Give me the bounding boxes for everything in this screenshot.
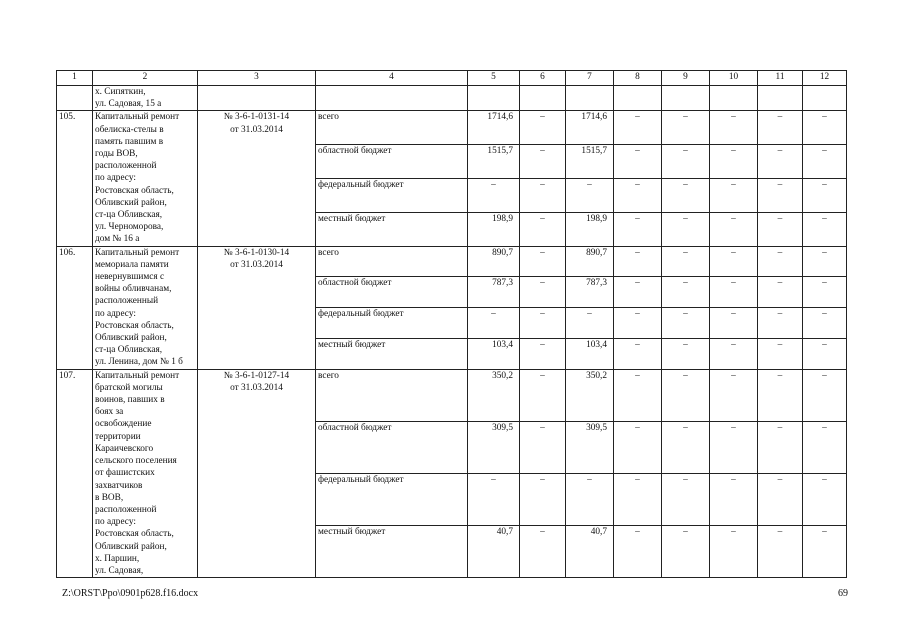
value-cell: – bbox=[803, 526, 847, 578]
value-cell: – bbox=[662, 369, 710, 421]
document-line: от 31.03.2014 bbox=[230, 259, 283, 270]
value-cell: – bbox=[468, 179, 520, 213]
value-cell: – bbox=[758, 526, 803, 578]
budget-label-cell: местный бюджет bbox=[316, 212, 468, 246]
value-cell: – bbox=[758, 111, 803, 145]
value-cell: 198,9 bbox=[566, 212, 614, 246]
value-cell: – bbox=[566, 179, 614, 213]
value-cell: – bbox=[803, 338, 847, 369]
value-cell: – bbox=[803, 308, 847, 339]
header-cell: 8 bbox=[614, 71, 662, 86]
value-cell: 350,2 bbox=[468, 369, 520, 421]
value-cell: – bbox=[614, 369, 662, 421]
object-name-line: обелиска-стелы в bbox=[95, 124, 164, 135]
object-name-line: Обливский район, bbox=[95, 197, 167, 208]
document-line: № 3-6-1-0130-14 bbox=[223, 247, 290, 258]
value-cell: 787,3 bbox=[468, 277, 520, 308]
value-cell bbox=[468, 86, 520, 111]
value-cell: – bbox=[614, 338, 662, 369]
row-number-cell bbox=[57, 86, 93, 111]
value-cell: 1515,7 bbox=[468, 145, 520, 179]
value-cell: – bbox=[468, 473, 520, 525]
row-number-cell: 106. bbox=[57, 246, 93, 369]
value-cell bbox=[758, 86, 803, 111]
header-cell: 11 bbox=[758, 71, 803, 86]
budget-label-cell: федеральный бюджет bbox=[316, 308, 468, 339]
object-name-line: х. Сипяткин, bbox=[95, 87, 146, 97]
value-cell: 103,4 bbox=[566, 338, 614, 369]
object-name-line: мемориала памяти bbox=[95, 259, 169, 270]
object-name-line: Капитальный ремонт bbox=[95, 112, 180, 123]
object-name-line: расположенной bbox=[95, 504, 157, 515]
value-cell: – bbox=[662, 338, 710, 369]
value-cell: – bbox=[566, 473, 614, 525]
value-cell: – bbox=[710, 473, 758, 525]
object-row bbox=[57, 111, 847, 145]
header-cell: 7 bbox=[566, 71, 614, 86]
value-cell: 1714,6 bbox=[468, 111, 520, 145]
header-cell: 2 bbox=[93, 71, 198, 86]
object-name-line: расположенный bbox=[95, 296, 159, 307]
value-cell: – bbox=[520, 212, 566, 246]
object-name-line: Обливский район, bbox=[95, 541, 167, 552]
value-cell: – bbox=[566, 308, 614, 339]
value-cell: – bbox=[520, 145, 566, 179]
value-cell: – bbox=[758, 421, 803, 473]
object-name-line: в ВОВ, bbox=[95, 492, 124, 503]
value-cell: – bbox=[758, 308, 803, 339]
value-cell: – bbox=[520, 111, 566, 145]
value-cell: 103,4 bbox=[468, 338, 520, 369]
value-cell: – bbox=[710, 369, 758, 421]
object-name-line: захватчиков bbox=[95, 480, 143, 491]
value-cell: 198,9 bbox=[468, 212, 520, 246]
continuation-row bbox=[57, 86, 847, 111]
object-name-line: Караичевского bbox=[95, 443, 154, 454]
value-cell: – bbox=[662, 308, 710, 339]
value-cell: – bbox=[468, 308, 520, 339]
value-cell: – bbox=[662, 179, 710, 213]
object-name-line: ул. Садовая, bbox=[95, 565, 144, 576]
header-cell: 6 bbox=[520, 71, 566, 86]
value-cell: – bbox=[758, 277, 803, 308]
value-cell: – bbox=[520, 308, 566, 339]
document-line: № 3-6-1-0131-14 bbox=[223, 112, 290, 123]
object-name-line: от фашистских bbox=[95, 468, 155, 479]
budget-label-cell: всего bbox=[316, 246, 468, 277]
row-number-cell: 105. bbox=[57, 111, 93, 246]
object-name-line: по адресу: bbox=[95, 308, 136, 319]
value-cell: 309,5 bbox=[566, 421, 614, 473]
value-cell: – bbox=[710, 277, 758, 308]
object-row bbox=[57, 369, 847, 421]
object-name-line: сельского поселения bbox=[95, 456, 177, 467]
value-cell: – bbox=[614, 212, 662, 246]
object-name-line: невернувшимся с bbox=[95, 272, 165, 283]
value-cell: – bbox=[803, 179, 847, 213]
value-cell: 890,7 bbox=[468, 246, 520, 277]
header-cell: 1 bbox=[57, 71, 93, 86]
value-cell bbox=[566, 86, 614, 111]
value-cell: 40,7 bbox=[468, 526, 520, 578]
value-cell bbox=[614, 86, 662, 111]
value-cell: – bbox=[662, 526, 710, 578]
object-name-line: Обливский район, bbox=[95, 333, 167, 344]
value-cell: – bbox=[758, 179, 803, 213]
value-cell: 350,2 bbox=[566, 369, 614, 421]
object-name-line: годы ВОВ, bbox=[95, 149, 138, 160]
value-cell: – bbox=[803, 246, 847, 277]
value-cell: – bbox=[710, 308, 758, 339]
value-cell: 1714,6 bbox=[566, 111, 614, 145]
value-cell: – bbox=[662, 421, 710, 473]
value-cell: – bbox=[520, 526, 566, 578]
value-cell: – bbox=[803, 111, 847, 145]
value-cell: – bbox=[803, 212, 847, 246]
object-name-line: Ростовская область, bbox=[95, 185, 174, 196]
value-cell: 890,7 bbox=[566, 246, 614, 277]
value-cell: – bbox=[662, 246, 710, 277]
row-number-cell: 107. bbox=[57, 369, 93, 577]
budget-label-cell: федеральный бюджет bbox=[316, 179, 468, 213]
object-name-line: ул. Садовая, 15 а bbox=[95, 99, 162, 110]
budget-label-cell: всего bbox=[316, 111, 468, 145]
object-row bbox=[57, 246, 847, 277]
value-cell: – bbox=[662, 473, 710, 525]
value-cell: – bbox=[710, 246, 758, 277]
value-cell: – bbox=[758, 473, 803, 525]
value-cell: – bbox=[803, 277, 847, 308]
value-cell: – bbox=[520, 246, 566, 277]
budget-label-cell: областной бюджет bbox=[316, 277, 468, 308]
value-cell: – bbox=[614, 111, 662, 145]
value-cell: – bbox=[614, 246, 662, 277]
value-cell: 787,3 bbox=[566, 277, 614, 308]
object-name-cell bbox=[93, 86, 198, 111]
value-cell: – bbox=[710, 179, 758, 213]
file-path: Z:\ORST\Ppo\0901p628.f16.docx bbox=[62, 588, 199, 599]
header-cell: 10 bbox=[710, 71, 758, 86]
value-cell: – bbox=[614, 308, 662, 339]
object-name-cell bbox=[93, 111, 198, 246]
object-name-line: память павшим в bbox=[95, 136, 164, 147]
object-name-line: ул. Ленина, дом № 1 б bbox=[95, 357, 183, 368]
value-cell: – bbox=[520, 369, 566, 421]
value-cell: – bbox=[803, 421, 847, 473]
value-cell bbox=[710, 86, 758, 111]
value-cell: – bbox=[758, 212, 803, 246]
value-cell: – bbox=[520, 338, 566, 369]
value-cell: – bbox=[758, 246, 803, 277]
budget-label-cell: местный бюджет bbox=[316, 338, 468, 369]
value-cell: 309,5 bbox=[468, 421, 520, 473]
value-cell bbox=[662, 86, 710, 111]
object-name-line: Капитальный ремонт bbox=[95, 247, 180, 258]
header-row bbox=[57, 71, 847, 86]
header-cell: 12 bbox=[803, 71, 847, 86]
value-cell: – bbox=[520, 179, 566, 213]
value-cell: – bbox=[710, 145, 758, 179]
value-cell: – bbox=[758, 338, 803, 369]
object-name-line: Капитальный ремонт bbox=[95, 370, 180, 381]
object-name-line: по адресу: bbox=[95, 173, 136, 184]
value-cell: – bbox=[710, 421, 758, 473]
budget-label-cell: местный бюджет bbox=[316, 526, 468, 578]
document-line: от 31.03.2014 bbox=[230, 124, 283, 135]
value-cell: – bbox=[710, 338, 758, 369]
document-cell bbox=[198, 369, 316, 577]
object-name-line: ст-ца Обливская, bbox=[95, 210, 163, 221]
value-cell: – bbox=[710, 526, 758, 578]
value-cell: – bbox=[614, 277, 662, 308]
object-name-line: территории bbox=[95, 431, 141, 442]
value-cell: – bbox=[758, 145, 803, 179]
value-cell: 40,7 bbox=[566, 526, 614, 578]
document-cell bbox=[198, 246, 316, 369]
budget-label-cell: всего bbox=[316, 369, 468, 421]
value-cell: – bbox=[614, 526, 662, 578]
value-cell bbox=[520, 86, 566, 111]
header-cell: 9 bbox=[662, 71, 710, 86]
object-name-line: Ростовская область, bbox=[95, 320, 174, 331]
object-name-line: ст-ца Обливская, bbox=[95, 345, 163, 356]
value-cell: – bbox=[520, 421, 566, 473]
object-name-line: по адресу: bbox=[95, 517, 136, 528]
header-cell: 3 bbox=[198, 71, 316, 86]
object-name-line: боях за bbox=[95, 407, 124, 418]
object-name-line: воинов, павших в bbox=[95, 395, 165, 406]
object-name-line: братской могилы bbox=[95, 382, 163, 393]
document-cell bbox=[198, 111, 316, 246]
value-cell: – bbox=[710, 212, 758, 246]
value-cell: – bbox=[520, 277, 566, 308]
budget-table bbox=[56, 70, 847, 578]
document-line: от 31.03.2014 bbox=[230, 382, 283, 393]
value-cell: – bbox=[758, 369, 803, 421]
budget-label-cell: областной бюджет bbox=[316, 421, 468, 473]
header-cell: 4 bbox=[316, 71, 468, 86]
value-cell: – bbox=[710, 111, 758, 145]
object-name-line: х. Паршин, bbox=[95, 553, 140, 564]
object-name-line: освобождение bbox=[95, 419, 152, 430]
value-cell: – bbox=[520, 473, 566, 525]
document-line: № 3-6-1-0127-14 bbox=[223, 370, 290, 381]
value-cell: – bbox=[803, 145, 847, 179]
value-cell: – bbox=[662, 212, 710, 246]
header-cell: 5 bbox=[468, 71, 520, 86]
value-cell: 1515,7 bbox=[566, 145, 614, 179]
object-name-line: дом № 16 а bbox=[95, 234, 140, 245]
budget-label-cell: областной бюджет bbox=[316, 145, 468, 179]
value-cell: – bbox=[662, 111, 710, 145]
value-cell: – bbox=[614, 179, 662, 213]
value-cell: – bbox=[803, 369, 847, 421]
page-number: 69 bbox=[838, 588, 848, 599]
value-cell: – bbox=[662, 145, 710, 179]
value-cell: – bbox=[614, 473, 662, 525]
object-name-line: Ростовская область, bbox=[95, 529, 174, 540]
object-name-line: войны обливчанам, bbox=[95, 284, 172, 295]
value-cell: – bbox=[803, 473, 847, 525]
value-cell: – bbox=[614, 145, 662, 179]
value-cell: – bbox=[614, 421, 662, 473]
value-cell bbox=[803, 86, 847, 111]
budget-label-cell: федеральный бюджет bbox=[316, 473, 468, 525]
object-name-line: расположенной bbox=[95, 161, 157, 172]
object-name-cell bbox=[93, 369, 198, 577]
document-cell bbox=[198, 86, 316, 111]
value-cell: – bbox=[662, 277, 710, 308]
object-name-cell bbox=[93, 246, 198, 369]
object-name-line: ул. Черноморова, bbox=[95, 222, 164, 233]
budget-label-cell bbox=[316, 86, 468, 111]
